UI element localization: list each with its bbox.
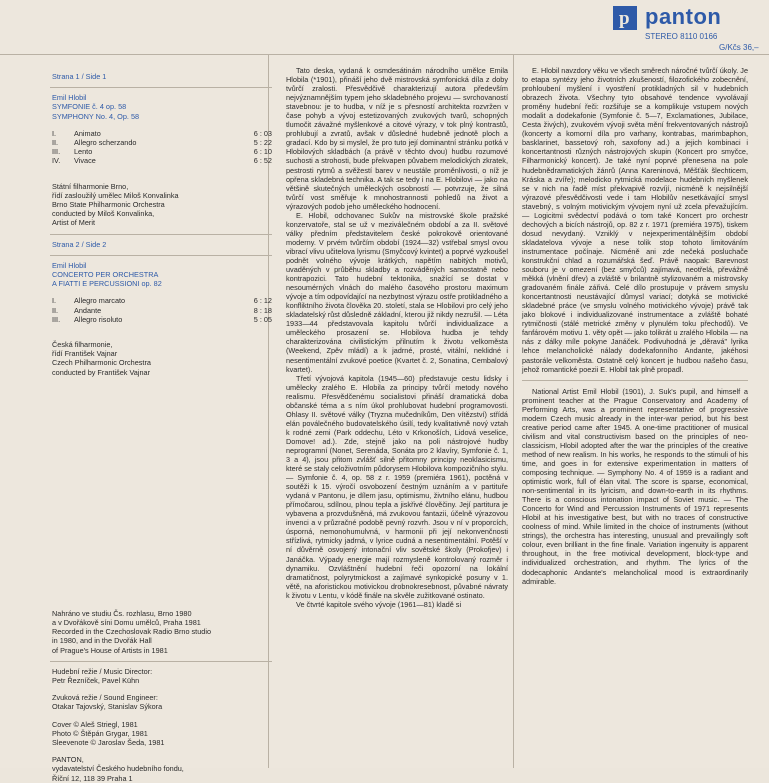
text-line: Petr Řezníček, Pavel Kühn <box>52 675 140 685</box>
text-line: Czech Philharmonic Orchestra <box>52 358 151 368</box>
text-line: Recorded in the Czechoslovak Radio Brno studio <box>52 627 211 637</box>
side1-work-cz: SYMFONIE č. 4 op. 58 <box>52 102 127 112</box>
divider <box>50 87 272 88</box>
notes-paragraph: Tato deska, vydaná k osmdesátinám národního umělce Emila Hlobila (*1901), přináší jeho dvě mistrovská symfonická díla z doby tvůrčí zralosti. Přesvědčivě charakterizují autora především nejvýznamnějším typem jeho skladebného projevu — svrchovaností stavebnou: je to hudba, v níž je s přesností architekta rozvržen v čase pohyb a vývoj estetizovaných zvukových tvarů, schopných tlumočit závažné myšlenkové a citové výrazy, v tok plný kontrastů, prohlubují a zvratů, avšak v důsledné hudebně jednotě ploch a gradací. Kdo by si myslel, že pro tuto její dominantní stránku potká v Hlobilových skladbách (a právě v těchto dvou) hudbu rozumové suchosti a strohosti, bude překvapen půvabem melodických zkratek, pestrosti rytmů a svěžestí barev v neustále proměnlivosti, o níž je opřena skladebná technika. A tak se tedy i na E. Hlobilovi — jako na většině skutečných uměleckých osobností — potvrzuje, že silná tvůrčí vost směřuje k mnohostrannosti pohledů na život a výrazových podob jeho uměleckého hodnocení. <box>286 66 508 211</box>
notes-paragraph: Třetí vývojová kapitola (1945—60) představuje cestu lidsky i umělecky zralého E. Hlobila za principy tvůrčí metody nového realismu. Přesvědčenému socialistovi přináší dramatická doba občanské téma a s ním úkol prohlubovat hudební programovosti. Ohlasy II. světové války (Tryzna mučedníkům, Den vítězství) střídá elán poválečného budovatelského úsilí, tedy kvalitativně nový vztah k rodné zemi (Park oddechu, Léto v Krkonoších, Lidová veselice, Domove! ad.). Zde, stejně jako na poli nástrojové hudby neprogramní (Nonet, Serenáda, Sonáta pro 2 klavíry, Symfonie č. 1, 3 a 4), jsou přitom zvlášť silně přitomny principy neoklasicismu, které se staly celoživotním půdorysem Hlobilova kompozičního stylu. — Symfonie č. 4, op. 58 z r. 1959 (premiéra 1961), poctěná v soutěži k 15. výročí osvobození čestným uznáním a v partituře vydaná v Pantonu, je dílem jasu, optimismu, živtního elánu, hudbou přímočarou, sdílnou, plnou tepla a jiskřivé člověčiny. Její partitura je vybavena a prozvdušněná, má zvukovou fantazii, účelně výrazovou invenci a v průzračné podobě pevný rozvrh. Jsou v ní v proporcích, úsporná, nemonohumulvná, v harmonii při její nekonvenčnosti střízlivá, rytmicky jadrná, v lyrice cudná a nesentimentální. Potěší v ní důvěrně osvojený intonační vliv sovětské školy (Prokofjev) i Janáčka. Výpady energie mají rozmysleně kontrolovaný rozměr i dynamiku. Ozvláštnění hudební řeči opozorní na lokální dramatičnost, polyrytmickost a zajímavé synkopické posuny v 1. větě, na aforistickou motivickou drobnokresebnost, půvabné návraty k životu v Lentu, v kódě finále na skvěle zužitkované ostinato. <box>286 373 508 600</box>
side2-work-line: CONCERTO PER ORCHESTRA <box>52 269 159 279</box>
movement-title: Animato <box>74 128 101 138</box>
column-divider <box>513 54 514 768</box>
text-line: Česká filharmonie, <box>52 339 113 349</box>
text-line: Cover © Aleš Striegl, 1981 <box>52 719 138 729</box>
text-line: in 1980, and in the Dvořák Hall <box>52 636 152 646</box>
panton-logo-mark: p <box>613 6 637 30</box>
recording-credits <box>52 609 246 655</box>
design-credits <box>52 720 246 748</box>
movement-duration: 5 : 22 <box>253 138 272 147</box>
movement-number: II. <box>52 305 59 315</box>
movement-duration: 5 : 05 <box>253 314 272 324</box>
divider <box>50 661 272 662</box>
text-line: Sleevenote © Jaroslav Šeda, 1981 <box>52 738 165 747</box>
movement-row <box>52 128 272 138</box>
text-line: Hudební režie / Music Director: <box>52 666 153 676</box>
side1-work-en: SYMPHONY No. 4, Op. 58 <box>52 111 140 121</box>
text-line: Photo © Štěpán Grygar, 1981 <box>52 728 148 738</box>
movement-row <box>52 305 272 315</box>
movement-number: IV. <box>52 156 61 166</box>
english-notes: National Artist Emil Hlobil (1901), J. Suk's pupil, and himself a prominent teacher at the Prague Conservatory and Academy of Performing Arts, was a prominent representative of progressive modern Czech music already in the inter-war period, but his best creative period came after 1945. A one-time practitioner of musical civilism and vital constructivism based on the principles of neo-classicism, Hlobil adopted after the war the principles of the creative method of new realism. In his works, he responds to the stimuli of his time, and goes in for extensive experimentation in matters of composing technique. — Symphony No. 4 of 1959 is a radiant and optimistic work, full of élan vital. The score is sparse, economical, non-sentimental in its lyricism, and down-to-earth in its rhythms. There is a conscious intonation impact of Soviet music. — The Concerto for Wind and Percussion Instruments of 1971 represents Hlobil at his investigative best, but with no traces of constructive coolness of mind. While limited in the choice of instruments (without strings), the orchestra has interesting, unusual and prevailingly soft colour, even brilliant in the fine finale. Variation ingenuity is apparent throughout, in the free motivical development, block-type and individualized orchestration, and rhythm. The lyrics of the dodecaphonic Andante's melancholical mood is extraordinarily admirable. <box>522 386 748 586</box>
movement-title: Vivace <box>74 156 96 166</box>
text-line: Brno State Philharmonic Orchestra <box>52 199 165 209</box>
text-line: Státní filharmonie Brno, <box>52 181 129 191</box>
movement-number: III. <box>52 314 61 324</box>
divider <box>522 380 748 381</box>
text-line: Nahráno ve studiu Čs. rozhlasu, Brno 1980 <box>52 608 192 618</box>
music-director-credits <box>52 667 246 685</box>
movement-row <box>52 147 272 157</box>
movement-duration: 6 : 03 <box>253 128 272 138</box>
side2-composer: Emil Hlobil <box>52 260 87 270</box>
movement-row <box>52 156 272 166</box>
czech-notes-column-1 <box>286 66 508 609</box>
notes-paragraph: E. Hlobil, odchovanec Sukův na mistrovské škole pražské konzervatoře, stal se už v meziválečném období a za II. světové války předním představitelem české pokrokově orientované moderny. V prvém tvůrčím období (1924—32) vstřebal smysl ovou vibrací vlivu učitelova lyrismu (Smyčcový kvintet) a poprvé vyzkoušel podnět volného vývoje krátkých, napětím nabitých motivů, uvaděných v průběhu skladby a rozváděných samostatně nebo kontrapozici. Tato hudební tektonika, snažící se dostat v nesoumérných vlnách do malého časového prostoru maximum vývoje a tím odpovídající na nezbytnost výrazu ostře protikladného a konfliktního života člověka 20. století, stala se Hlobilovi pro celý jeho skladatelský růst důsledně základní, kterou již nikdy nezrušil. — Léta 1933—44 představovala kapitolu tvůrčí individualizace a uměleckého prosazení se. Hlobilova hudba je tehdy charakterizována civilistickým přilnutím k životu velkoměsta (Weekend, Zpěv mládí) a k jadrné, prosté, vitální, neklidné i nesentimentální zvukové poetice (Kvartet č. 2, Sonatina, Cembalový kvartet). <box>286 210 508 374</box>
movement-title: Allegro marcato <box>74 296 126 306</box>
side2-heading: Strana 2 / Side 2 <box>52 239 107 249</box>
track-listing <box>52 72 272 783</box>
movement-row <box>52 314 272 324</box>
text-line: vydavatelství Českého hudebního fondu, <box>52 764 184 774</box>
movement-number: II. <box>52 138 59 147</box>
movement-row <box>52 296 272 306</box>
movement-duration: 6 : 10 <box>253 147 272 157</box>
sound-engineer-credits <box>52 693 246 711</box>
movement-title: Andante <box>74 305 102 315</box>
publisher-credits <box>52 755 246 783</box>
movement-title: Allegro risoluto <box>74 314 123 324</box>
movement-number: III. <box>52 147 61 157</box>
movement-number: I. <box>52 128 57 138</box>
catalog-number: STEREO 8110 0166 <box>645 32 718 41</box>
panton-logo <box>613 6 763 52</box>
text-line: conducted by František Vajnar <box>52 367 151 377</box>
notes-paragraph: E. Hlobil navzdory věku ve všech směrech náročné tvůrčí úkoly. Je to etapa syntézy jeho životních zkušeností, filozofického zobecnění, prohloubení myšlení i vyostření protikladných sil v hudebních obrazech života. Všechny tyto obsahové tendence vyvolávají proměny hudební řeči: rozšiřuje se a komplikuje vstupem nových modalit a dodekafonie (Symfonie č. 5—7, Exclamationes, Jubilace, Cesta živých), zvukovém vývoji světa mění frekventovaných nástrojů (koncerty a komorní díla pro varhany, kontrabas, marimbaphon, basklarinet, bassetový roh, saxofony ad.) a jejich kombinaci i koncertantnosti různých nástrojových skupin (Koncert pro smyčce, Filharmonický koncert). Je také nyní poprvé přenesena na pole hudebnědramatických žánrů (Anna Kareninová, Měšťák šlechticem, Kráska a zvíře); melodicko rytmická modelace hudebních myšlenek se v nich na řadě míst překvapivě rozvíjí, nicméně k nejsilnější výrazové přesvědčivosti vede i tam Hlobilův nesetkávající smysl stavebný, s volným motivickým vývojem nyní už zcela převažujícím. — Logicitmi svědectví podává o tom také Koncert pro orchestr dechových a bicích nástrojů, op. 82 z r. 1971 (premiéra 1975), tiskem dosud nevydaný. Vzniklý v nejexperimentálnějším období skladatelova vývoje a nese tolik stop tohoto limitováním instrumentace počínaje. Nicméně ani zde nečeká posluchače konstrukční chlad a rozumářská šeď. Právě naopak: Barevnost souboru je v omezení (bez smyčců) zajímavá, neotřelá, převážně měkká (vlnění dřev) a zvláště v brilantně stylizovaném a mistrovsky gradovaném finále zářivá. Celé dílo prostupuje v právem smyslu koncertantnosti neustávající důmysl variací; dotyká se motivické skladebné práce (ve smyslu volného motivického vývoje) právě tak jako blokové i individualizované instrumentace a zvláště bohaté rytmičnosti (stálé metrické změny v plynulém toku přechodů). Ve fanfárovém motivu 1. věty opět — jako tolikrát u zralého Hlobila — na nás z dálky míle pokyne Janáček. Podivuhodná je „děravá" lyrika lehce melancholické nálady dodekafonního Andante, jakéhosi pastorále velkoměsta. Ostatně celý koncert je hudbou našeho času, jehož romantické poezii E. Hlobil tak plně propadl. <box>522 66 748 374</box>
side1-composer: Emil Hlobil <box>52 93 87 103</box>
text-line: Zvuková režie / Sound Engineer: <box>52 693 158 703</box>
text-line: PANTON, <box>52 755 84 765</box>
notes-paragraph: Ve čtvrté kapitole svého vývoje (1961—81) kladě si <box>296 599 462 609</box>
text-line: conducted by Miloš Konvalinka, <box>52 209 155 219</box>
brand-name: panton <box>645 4 722 29</box>
text-line: Otakar Tajovský, Stanislav Sýkora <box>52 702 163 712</box>
text-line: Říční 12, 118 39 Praha 1 <box>52 773 133 783</box>
movement-duration: 6 : 52 <box>253 156 272 166</box>
movement-row <box>52 138 272 147</box>
movement-title: Lento <box>74 147 93 157</box>
side1-heading: Strana 1 / Side 1 <box>52 72 107 81</box>
top-rule <box>0 54 769 55</box>
divider <box>50 255 272 256</box>
text-line: řídí František Vajnar <box>52 349 118 359</box>
price: G/Kčs 36,– <box>719 43 759 52</box>
divider <box>50 234 272 235</box>
movement-duration: 6 : 12 <box>253 296 272 306</box>
text-line: a v Dvořákově síni Domu umělců, Praha 1981 <box>52 617 201 627</box>
text-line: řídí zasloužilý umělec Miloš Konvalinka <box>52 190 179 200</box>
side2-work-line: A FIATTI E PERCUSSIONI op. 82 <box>52 279 162 289</box>
text-line: Artist of Merit <box>52 218 95 228</box>
czech-notes-column-2 <box>522 66 748 586</box>
movement-number: I. <box>52 296 57 306</box>
movement-title: Allegro scherzando <box>74 138 137 147</box>
text-line: of Prague's House of Artists in 1981 <box>52 645 168 655</box>
movement-duration: 8 : 18 <box>253 305 272 315</box>
